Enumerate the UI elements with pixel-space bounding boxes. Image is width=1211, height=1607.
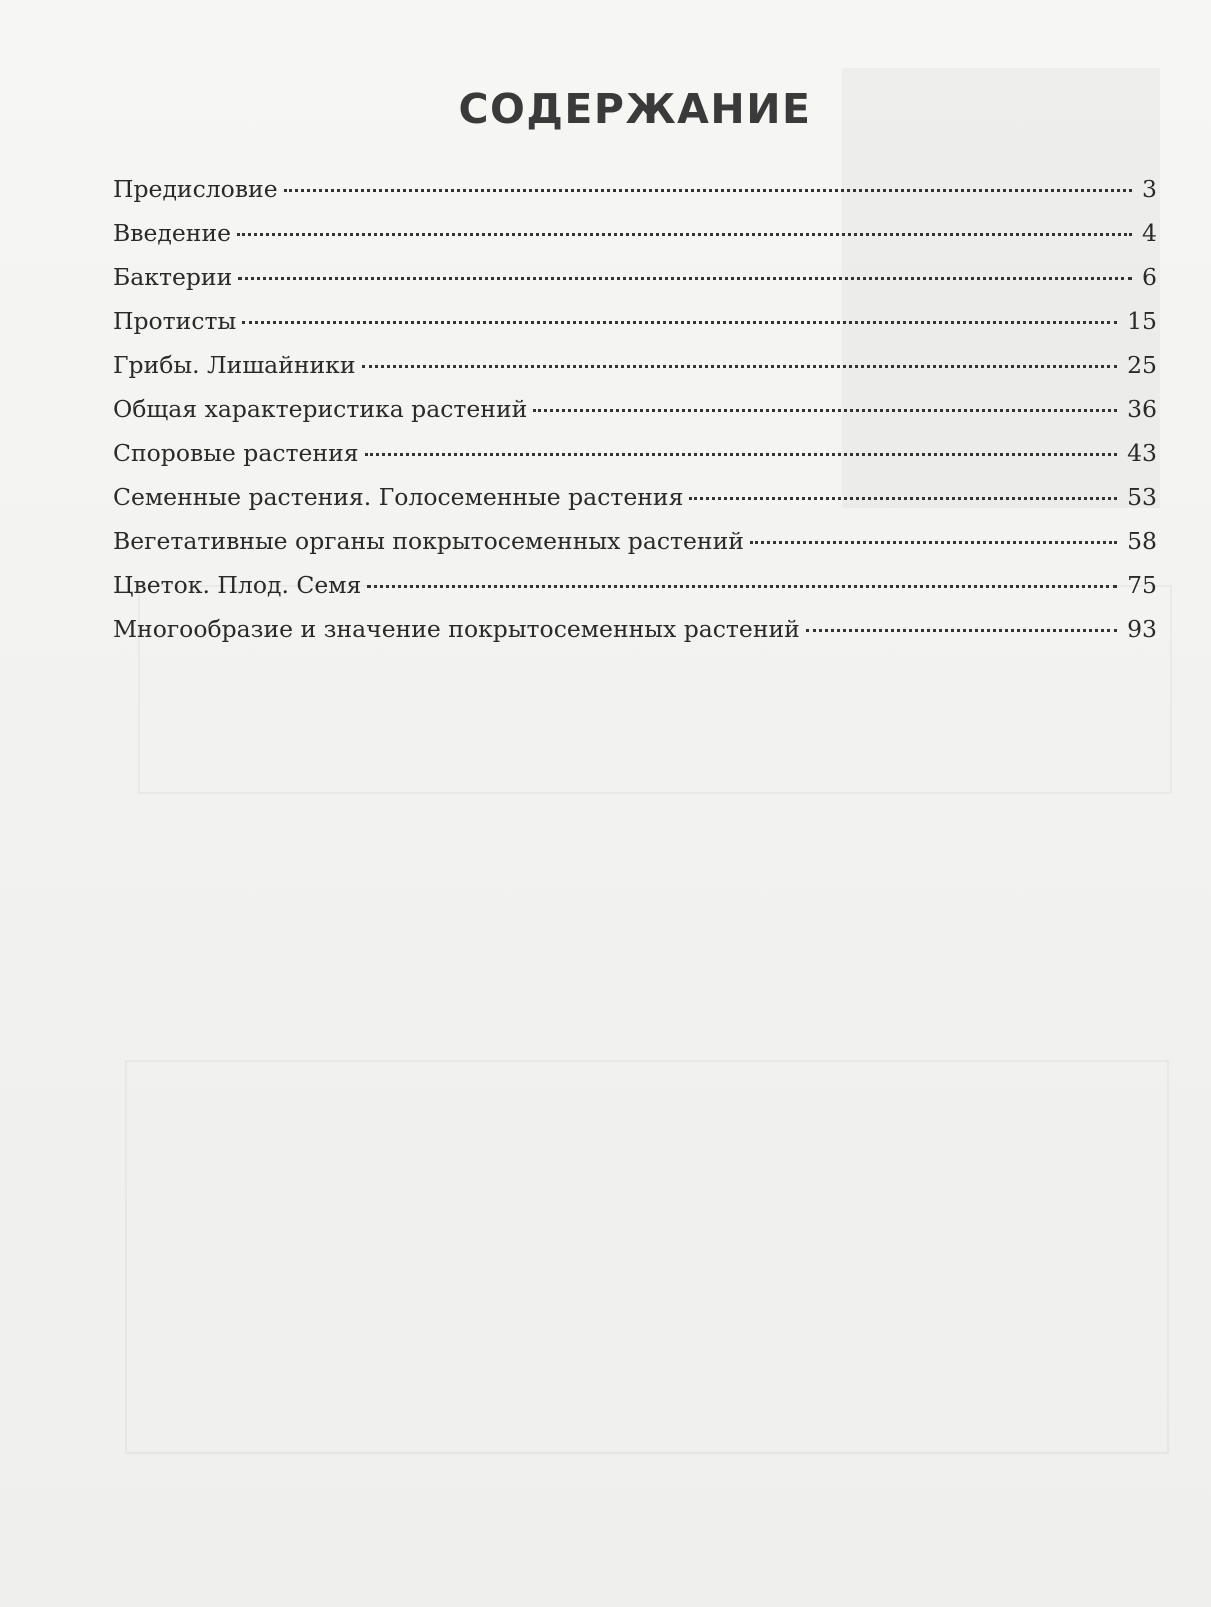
toc-entry-page: 53 — [1127, 483, 1157, 511]
dot-leader — [242, 321, 1117, 324]
toc-entry[interactable] — [113, 299, 1157, 343]
toc-entry-label: Цветок. Плод. Семя — [113, 571, 362, 599]
toc-entry-page: 93 — [1127, 615, 1157, 643]
toc-entry-label: Споровые растения — [113, 439, 359, 467]
dot-leader — [238, 277, 1132, 280]
toc-entry-label: Многообразие и значение покрытосеменных растений — [113, 615, 800, 643]
bleed-through-frame-lower — [125, 1060, 1169, 1454]
table-of-contents — [113, 167, 1157, 651]
toc-entry[interactable] — [113, 607, 1157, 651]
toc-entry[interactable] — [113, 255, 1157, 299]
toc-entry-label: Грибы. Лишайники — [113, 351, 356, 379]
toc-entry-page: 58 — [1127, 527, 1157, 555]
toc-entry[interactable] — [113, 563, 1157, 607]
page-title: СОДЕРЖАНИЕ — [458, 85, 812, 134]
dot-leader — [533, 409, 1117, 412]
toc-entry-label: Предисловие — [113, 175, 278, 203]
toc-entry-page: 36 — [1127, 395, 1157, 423]
toc-entry-label: Семенные растения. Голосеменные растения — [113, 483, 684, 511]
toc-entry-page: 43 — [1127, 439, 1157, 467]
toc-entry[interactable] — [113, 343, 1157, 387]
toc-entry-page: 25 — [1127, 351, 1157, 379]
dot-leader — [284, 189, 1132, 192]
toc-entry-label: Введение — [113, 219, 232, 247]
toc-entry-page: 6 — [1142, 263, 1157, 291]
dot-leader — [750, 541, 1117, 544]
toc-entry-label: Общая характеристика растений — [113, 395, 528, 423]
toc-entry[interactable] — [113, 475, 1157, 519]
toc-entry-label: Вегетативные органы покрытосеменных растений — [113, 527, 744, 555]
toc-entry[interactable] — [113, 431, 1157, 475]
toc-entry-label: Бактерии — [113, 263, 233, 291]
toc-entry-label: Протисты — [113, 307, 237, 335]
dot-leader — [689, 497, 1117, 500]
dot-leader — [367, 585, 1117, 588]
toc-entry-page: 75 — [1127, 571, 1157, 599]
toc-entry[interactable] — [113, 211, 1157, 255]
toc-entry[interactable] — [113, 167, 1157, 211]
toc-entry[interactable] — [113, 387, 1157, 431]
toc-entry-page: 3 — [1142, 175, 1157, 203]
toc-entry-page: 15 — [1127, 307, 1157, 335]
dot-leader — [806, 629, 1117, 632]
dot-leader — [237, 233, 1132, 236]
dot-leader — [362, 365, 1118, 368]
dot-leader — [365, 453, 1118, 456]
toc-entry-page: 4 — [1142, 219, 1157, 247]
toc-entry[interactable] — [113, 519, 1157, 563]
